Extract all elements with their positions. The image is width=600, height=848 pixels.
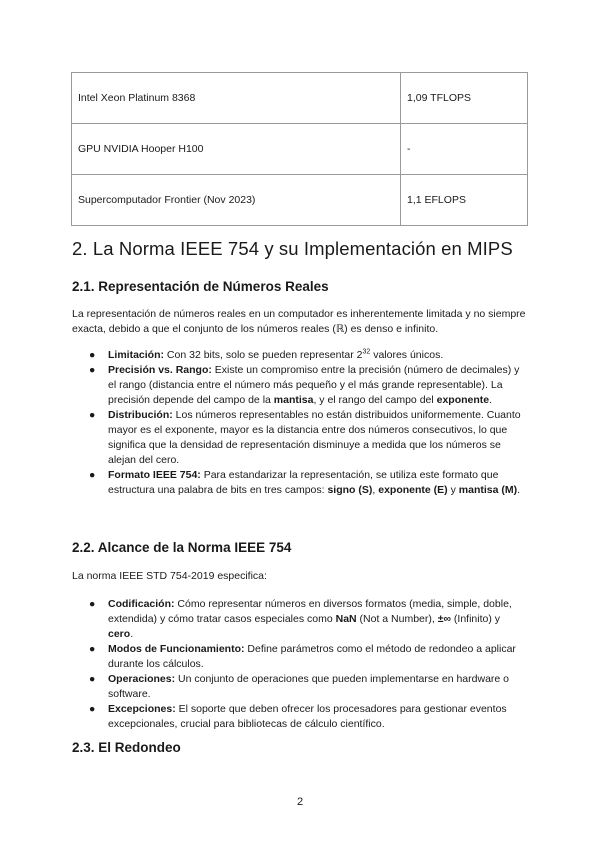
table-cell: 1,09 TFLOPS [401,73,528,124]
list-item: ● Excepciones: El soporte que deben ofrecer los procesadores para gestionar eventos excepcionales, crucial para bibliotecas de cálculo científico. [89,703,507,730]
bullet-icon: ● [89,703,96,715]
list-item: ● Distribución: Los números representables no están distribuidos uniformemente. Cuanto mayor es el exponente, mayor es la distancia entre dos números consecutivos, lo que significa que la densidad de representación disminuye a medida que los números se alejan del cero. [89,409,521,466]
bullet-icon: ● [89,643,96,655]
subsection-heading: 2.2. Alcance de la Norma IEEE 754 [72,540,292,555]
bullet-list [72,597,528,732]
page-number: 2 [296,796,304,808]
table-row [72,124,528,175]
table-cell: 1,1 EFLOPS [401,175,528,226]
bullet-icon: ● [89,364,96,376]
table-cell: GPU NVIDIA Hooper H100 [72,124,401,175]
bullet-icon: ● [89,598,96,610]
table-row [72,73,528,124]
bullet-list [72,348,528,498]
bullet-icon: ● [89,673,96,685]
bullet-icon: ● [89,409,96,421]
paragraph: La representación de números reales en un computador es inherentemente limitada y no siempre exacta, debido a que el conjunto de los números reales (ℝ) es denso e infinito. [72,308,526,335]
list-item: ● Limitación: Con 32 bits, solo se pueden representar $2^{32}$ valores únicos. [89,348,444,361]
list-item: ● Operaciones: Un conjunto de operaciones que pueden implementarse en hardware o software. [89,673,509,700]
performance-table [71,72,528,226]
bullet-icon: ● [89,349,96,361]
subsection-heading: 2.1. Representación de Números Reales [72,279,329,294]
table-row [72,175,528,226]
paragraph: La norma IEEE STD 754-2019 especifica: [72,570,267,582]
list-item: ● Precisión vs. Rango: Existe un compromiso entre la precisión (número de decimales) y el rango (distancia entre el número más pequeño y el más grande representable). La precisión depende del campo de la mantisa, y el rango del campo del exponente. [89,364,520,406]
subsection-heading: 2.3. El Redondeo [72,740,181,755]
bullet-icon: ● [89,469,96,481]
table-cell: - [401,124,528,175]
list-item: ● Codificación: Cómo representar números en diversos formatos (media, simple, doble, extendida) y cómo tratar casos especiales como NaN (Not a Number), ±∞ (Infinito) y cero. [89,598,512,640]
list-item: ● Modos de Funcionamiento: Define parámetros como el método de redondeo a aplicar durante los cálculos. [89,643,516,670]
list-item: ● Formato IEEE 754: Para estandarizar la representación, se utiliza este formato que estructura una palabra de bits en tres campos: signo (S), exponente (E) y mantisa (M). [89,469,521,496]
section-heading: 2. La Norma IEEE 754 y su Implementación en MIPS [72,238,513,259]
table-cell: Supercomputador Frontier (Nov 2023) [72,175,401,226]
table-cell: Intel Xeon Platinum 8368 [72,73,401,124]
